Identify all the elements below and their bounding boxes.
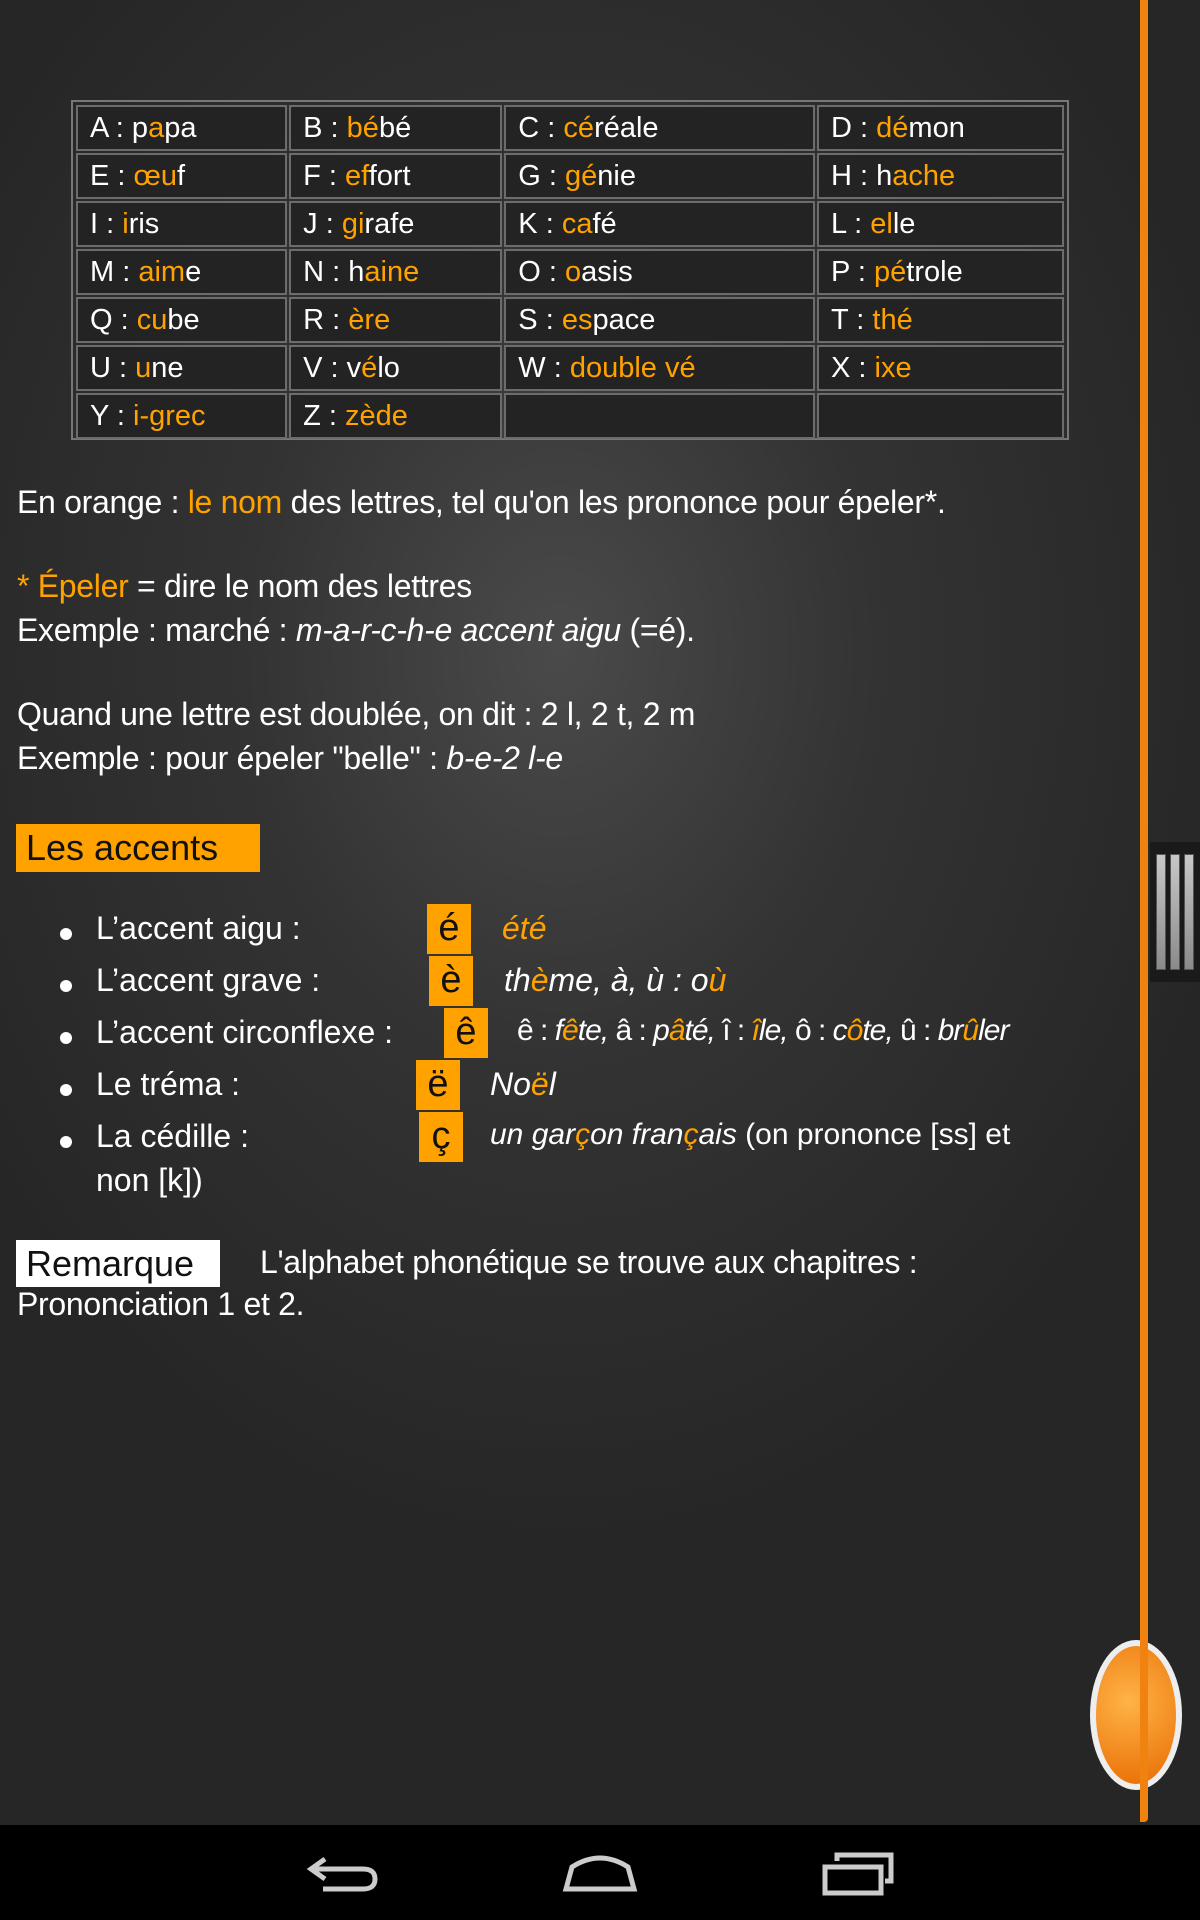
text-run: G :	[518, 160, 566, 192]
text-run: ne	[151, 352, 184, 384]
text-run: D :	[831, 112, 877, 144]
text-run: X :	[831, 352, 875, 384]
highlighted-text: el	[870, 208, 893, 240]
text-run: I :	[90, 208, 123, 240]
text-run: Q :	[90, 304, 137, 336]
accent-letter-box: ê	[444, 1008, 488, 1058]
table-cell	[504, 201, 815, 247]
highlighted-text: gi	[341, 208, 365, 240]
text-run: m-a-r-c-h-e accent aigu	[295, 612, 621, 648]
table-cell	[504, 105, 815, 151]
table-cell	[76, 153, 287, 199]
highlighted-text: î	[751, 1014, 759, 1047]
highlighted-text: a	[148, 112, 165, 144]
text-run: U :	[90, 352, 136, 384]
highlighted-text: o	[565, 256, 582, 288]
table-cell	[504, 393, 815, 439]
highlighted-text: ache	[892, 160, 956, 192]
table-cell	[817, 153, 1064, 199]
table-cell	[76, 105, 287, 151]
table-row	[75, 104, 1065, 152]
text-run: â :	[615, 1014, 654, 1047]
table-cell	[504, 345, 815, 391]
table-cell	[504, 249, 815, 295]
text-run: un gar	[490, 1118, 576, 1151]
next-page-button[interactable]	[1090, 1640, 1182, 1790]
text-run: me, à, ù : o	[548, 962, 709, 998]
text-run: C :	[518, 112, 564, 144]
bullet-icon	[60, 980, 72, 992]
highlighted-text: gé	[565, 160, 598, 192]
paragraph-line	[17, 696, 695, 733]
text-run: M :	[90, 256, 139, 288]
table-cell	[817, 105, 1064, 151]
table-cell	[289, 153, 502, 199]
text-run: des lettres, tel qu'on les prononce pour épeler*.	[282, 484, 946, 520]
highlighted-text: â	[668, 1014, 685, 1047]
accent-label: L’accent grave :	[96, 962, 321, 998]
accent-example	[490, 1066, 556, 1103]
paragraph-line	[17, 740, 563, 777]
accent-example	[502, 910, 546, 947]
text-run: ais	[698, 1118, 737, 1151]
remark-text-2: Prononciation 1 et 2.	[17, 1286, 305, 1322]
text-run: J :	[303, 208, 342, 240]
highlighted-text: aine	[364, 256, 420, 288]
page-edge-bar	[1140, 0, 1148, 1822]
text-run: ler	[978, 1014, 1009, 1047]
text-run: No	[490, 1066, 531, 1102]
highlighted-text: û	[962, 1014, 979, 1047]
table-cell	[289, 249, 502, 295]
highlighted-text: ef	[345, 160, 369, 192]
text-run: nie	[597, 160, 636, 192]
highlighted-text: i-grec	[133, 400, 206, 432]
text-run: rafe	[364, 208, 415, 240]
table-row	[75, 344, 1065, 392]
text-run: S :	[518, 304, 562, 336]
text-run: P :	[831, 256, 875, 288]
text-run: ê :	[517, 1014, 555, 1047]
highlighted-text: ixe	[874, 352, 912, 384]
text-run: L :	[831, 208, 871, 240]
text-run: le,	[758, 1014, 795, 1047]
accent-letter-box: ç	[419, 1112, 463, 1162]
table-row	[75, 392, 1065, 440]
table-cell	[817, 249, 1064, 295]
text-run: pa	[164, 112, 197, 144]
text-run: le	[892, 208, 916, 240]
text-run: té,	[684, 1014, 723, 1047]
highlighted-text: ç	[683, 1118, 699, 1151]
table-row	[75, 152, 1065, 200]
text-run: h	[348, 256, 365, 288]
side-menu-handle[interactable]	[1150, 842, 1200, 982]
text-run: f	[177, 160, 186, 192]
highlighted-text: ê	[562, 1014, 578, 1047]
table-cell	[817, 393, 1064, 439]
table-row	[75, 200, 1065, 248]
bullet-icon	[60, 928, 72, 940]
highlighted-text: été	[502, 910, 547, 946]
text-run: Z :	[303, 400, 346, 432]
accent-label: L’accent circonflexe :	[96, 1014, 394, 1050]
highlighted-text: dé	[876, 112, 909, 144]
highlighted-text: double vé	[569, 352, 696, 384]
back-icon[interactable]	[303, 1845, 383, 1901]
highlighted-text: aim	[138, 256, 186, 288]
text-run: R :	[303, 304, 349, 336]
text-run: V :	[303, 352, 347, 384]
highlighted-text: ù	[708, 962, 727, 998]
highlighted-text: ère	[348, 304, 391, 336]
highlighted-text: pé	[874, 256, 907, 288]
highlighted-text: œu	[133, 160, 178, 192]
text-run: B :	[303, 112, 347, 144]
accent-label: L’accent aigu :	[96, 910, 301, 946]
text-run: f	[554, 1014, 563, 1047]
bullet-icon	[60, 1136, 72, 1148]
accents-heading: Les accents	[16, 824, 260, 872]
text-run: te,	[862, 1014, 901, 1047]
highlighted-text: zède	[345, 400, 408, 432]
table-cell	[504, 153, 815, 199]
remark-text: L'alphabet phonétique se trouve aux chapitres :	[260, 1244, 918, 1280]
text-run: trole	[906, 256, 963, 288]
text-run: H :	[831, 160, 877, 192]
table-cell	[76, 297, 287, 343]
text-run: û :	[900, 1014, 938, 1047]
accent-label: La cédille :	[96, 1118, 249, 1154]
text-run: A :	[90, 112, 132, 144]
highlighted-text: ç	[575, 1118, 591, 1151]
text-run: fé	[592, 208, 617, 240]
highlighted-text: thé	[872, 304, 913, 336]
recent-apps-icon[interactable]	[817, 1845, 897, 1901]
alphabet-table	[71, 100, 1069, 440]
navigation-bar	[0, 1825, 1200, 1920]
paragraph-line	[17, 484, 946, 521]
text-run: ô :	[794, 1014, 833, 1047]
accent-label: Le tréma :	[96, 1066, 241, 1102]
text-run: Y :	[90, 400, 133, 432]
table-row	[75, 248, 1065, 296]
table-cell	[76, 249, 287, 295]
table-cell	[289, 201, 502, 247]
table-cell	[289, 105, 502, 151]
accent-example	[504, 962, 726, 999]
text-run: N :	[303, 256, 349, 288]
table-cell	[289, 297, 502, 343]
table-cell	[76, 345, 287, 391]
highlighted-text: cu	[136, 304, 168, 336]
text-run: l	[548, 1066, 556, 1102]
text-run: Exemple : pour épeler "belle" :	[17, 740, 447, 776]
highlighted-text: cé	[563, 112, 595, 144]
highlighted-text: i	[122, 208, 129, 240]
accent-letter-box: è	[429, 956, 473, 1006]
highlighted-text: es	[561, 304, 593, 336]
text-run: v	[346, 352, 362, 384]
text-run: p	[653, 1014, 669, 1047]
text-run: = dire le nom des lettres	[128, 568, 472, 604]
text-run: b-e-2 l-e	[446, 740, 563, 776]
paragraph-line	[17, 612, 695, 649]
cedille-continuation: non [k])	[96, 1162, 203, 1198]
text-run: ris	[128, 208, 160, 240]
highlighted-text: u	[135, 352, 152, 384]
text-run: (on prononce [ss] et	[736, 1118, 1011, 1151]
text-run: fort	[368, 160, 411, 192]
text-run: Exemple : marché :	[17, 612, 296, 648]
accent-example	[490, 1118, 1010, 1152]
table-cell	[289, 393, 502, 439]
text-run: be	[167, 304, 200, 336]
text-run: asis	[581, 256, 633, 288]
table-cell	[817, 345, 1064, 391]
text-run: î :	[722, 1014, 752, 1047]
highlighted-text: è	[530, 962, 549, 998]
text-run: bé	[378, 112, 412, 144]
text-run: e	[185, 256, 202, 288]
text-run: E :	[90, 160, 134, 192]
paragraph-line	[17, 568, 472, 605]
text-run: (=é).	[620, 612, 695, 648]
text-run: réale	[594, 112, 659, 144]
bullet-icon	[60, 1032, 72, 1044]
text-run: on fran	[590, 1118, 684, 1151]
table-cell	[504, 297, 815, 343]
text-run: F :	[303, 160, 346, 192]
remark-label: Remarque	[16, 1240, 220, 1287]
table-cell	[817, 297, 1064, 343]
text-run: h	[876, 160, 893, 192]
text-run: c	[832, 1014, 847, 1047]
text-run: th	[504, 962, 531, 998]
bullet-icon	[60, 1084, 72, 1096]
accent-example	[517, 1014, 1008, 1048]
text-run: pace	[592, 304, 656, 336]
table-cell	[76, 201, 287, 247]
highlighted-text: ë	[530, 1066, 549, 1102]
table-cell	[76, 393, 287, 439]
text-run: Quand une lettre est doublée, on dit : 2 l, 2 t, 2 m	[17, 696, 696, 732]
text-run: En orange :	[17, 484, 188, 520]
text-run: p	[131, 112, 149, 144]
highlighted-text: * Épeler	[17, 568, 129, 604]
home-icon[interactable]	[560, 1845, 640, 1901]
accent-letter-box: ë	[416, 1060, 460, 1110]
text-run: T :	[831, 304, 873, 336]
text-run: br	[937, 1014, 963, 1047]
highlighted-text: bé	[346, 112, 379, 144]
text-run: W :	[518, 352, 570, 384]
text-run: lo	[377, 352, 400, 384]
table-cell	[817, 201, 1064, 247]
accent-letter-box: é	[427, 904, 471, 954]
text-run: te,	[577, 1014, 616, 1047]
highlighted-text: le nom	[187, 484, 282, 520]
highlighted-text: ca	[561, 208, 593, 240]
text-run: O :	[518, 256, 566, 288]
text-run: K :	[518, 208, 562, 240]
text-run: mon	[908, 112, 965, 144]
highlighted-text: é	[361, 352, 378, 384]
highlighted-text: ô	[846, 1014, 863, 1047]
table-cell	[289, 345, 502, 391]
table-row	[75, 296, 1065, 344]
